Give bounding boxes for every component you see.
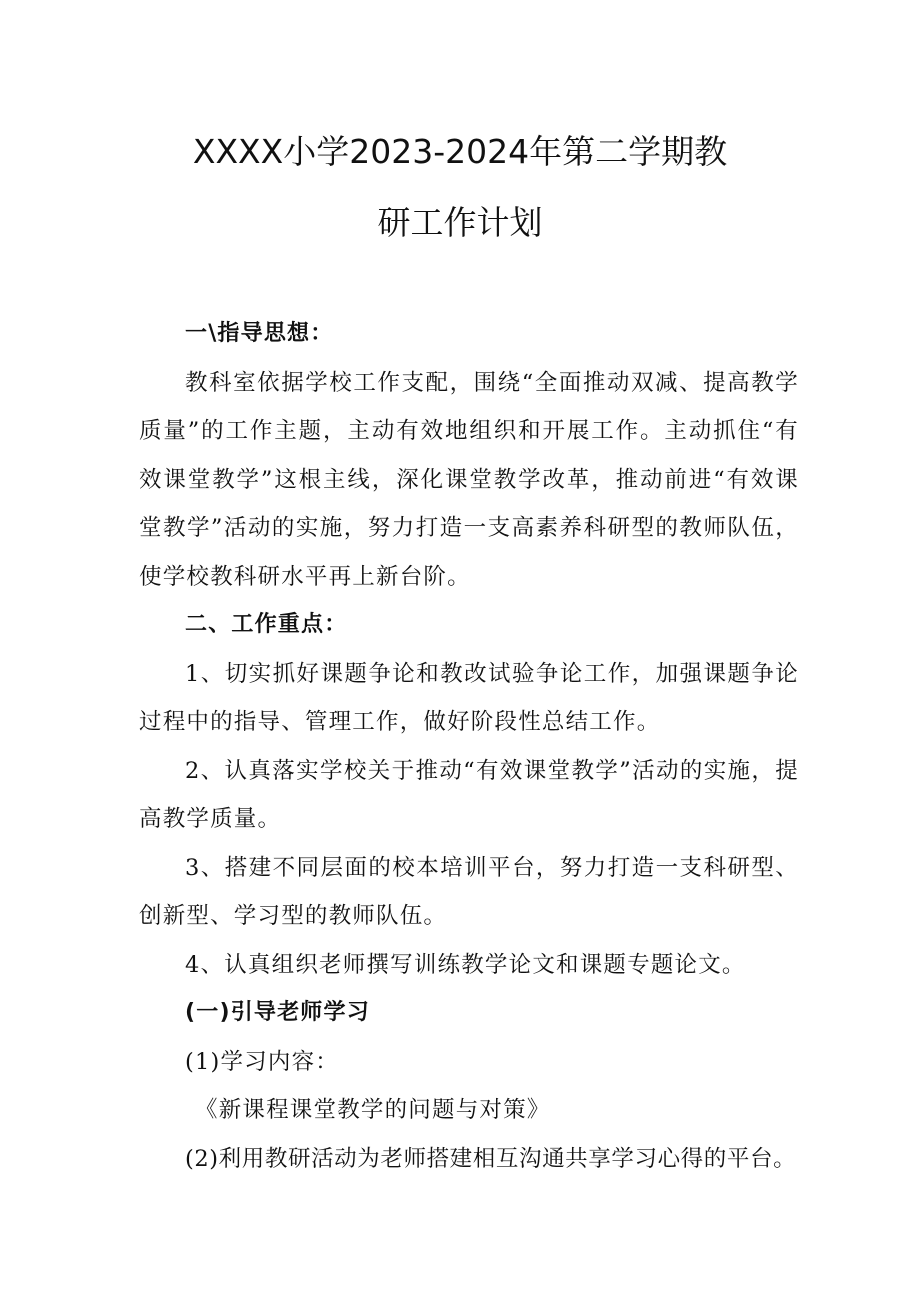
list-item-focus-2: 2、认真落实学校关于推动“有效课堂教学”活动的实施，提高教学质量。	[139, 757, 799, 832]
list-item-focus-1: 1、切实抓好课题争论和教改试验争论工作，加强课题争论过程中的指导、管理工作，做好阶段性总结工作。	[139, 660, 799, 735]
section-heading-focus: 二、工作重点：	[185, 612, 348, 637]
section-heading-guiding: 一\指导思想：	[185, 321, 334, 346]
document-body	[139, 310, 799, 1183]
paragraph-guiding: 教科室依据学校工作支配，围绕“全面推动双减、提高教学质量”的工作主题，主动有效地组织和开展工作。主动抓住“有效课堂教学”这根主线，深化课堂教学改革，推动前进“有效课堂教学”活动的实施，努力打造一支高素养科研型的教师队伍，使学校教科研水平再上新台阶。	[139, 369, 799, 590]
document-title-line-2: 研工作计划	[377, 203, 543, 242]
list-item-focus-3: 3、搭建不同层面的校本培训平台，努力打造一支科研型、创新型、学习型的教师队伍。	[139, 854, 799, 929]
book-title: 《新课程课堂教学的问题与对策》	[195, 1097, 551, 1123]
subheading-learning-content: (1)学习内容：	[185, 1048, 339, 1075]
subheading-sharing-platform: (2)利用教研活动为老师搭建相互沟通共享学习心得的平台。	[185, 1145, 797, 1172]
document-title-line-1: XXXX小学2023-2024年第二学期教	[192, 132, 728, 171]
section-heading-guide-learning: (一)引导老师学习	[185, 1000, 370, 1025]
list-item-focus-4: 4、认真组织老师撰写训练教学论文和课题专题论文。	[185, 951, 746, 978]
